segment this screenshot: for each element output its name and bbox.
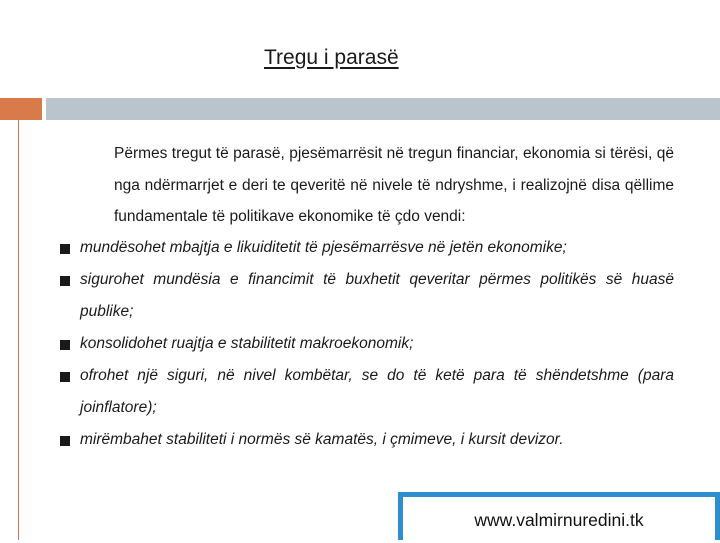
list-item-text: mirëmbahet stabiliteti i normës së kamatës, i çmimeve, i kursit devizor.: [80, 431, 564, 448]
intro-text: Përmes tregut të parasë, pjesëmarrësit në tregun financiar, ekonomia si tërësi, që nga ndërmarrjet e deri te qeveritë në nivele të ndryshme, i realizojnë disa qëllime fundamentale të politikave ekonomike të çdo vendi:: [114, 145, 674, 225]
list-item: [80, 232, 674, 264]
title-bar: [46, 98, 720, 120]
square-bullet-icon: [60, 340, 70, 350]
page-title: Tregu i parasë: [264, 46, 399, 69]
square-bullet-icon: [60, 372, 70, 382]
accent-vertical-line: [18, 120, 19, 540]
list-item: [80, 360, 674, 424]
square-bullet-icon: [60, 436, 70, 446]
title-bar-accent: [0, 98, 42, 120]
list-item-text: sigurohet mundësia e financimit të buxhetit qeveritar përmes politikës së huasë publike;: [80, 271, 674, 320]
square-bullet-icon: [60, 276, 70, 286]
square-bullet-icon: [60, 244, 70, 254]
list-item: [80, 328, 674, 360]
list-item-text: ofrohet një siguri, në nivel kombëtar, se do të ketë para të shëndetshme (para joinflatore);: [80, 367, 674, 416]
website-label: www.valmirnuredini.tk: [403, 497, 715, 540]
bullet-list: [80, 232, 674, 456]
list-item-text: mundësohet mbajtja e likuiditetit të pjesëmarrësve në jetën ekonomike;: [80, 239, 567, 256]
intro-paragraph: [42, 138, 674, 233]
list-item: [80, 424, 674, 456]
list-item-text: konsolidohet ruajtja e stabilitetit makroekonomik;: [80, 335, 414, 352]
list-item: [80, 264, 674, 328]
